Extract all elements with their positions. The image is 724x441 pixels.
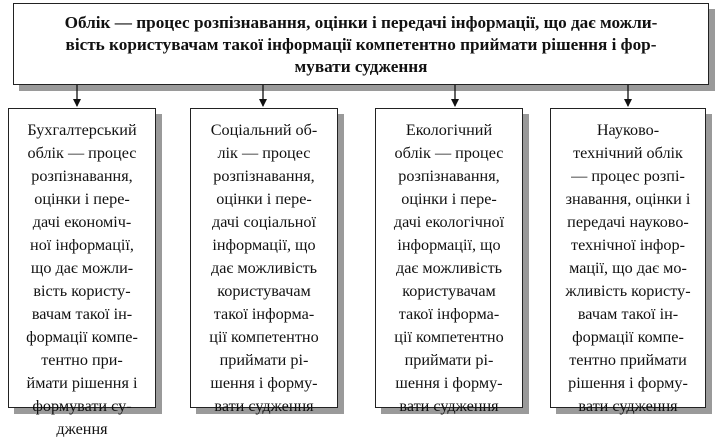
scientific-box: [550, 108, 706, 415]
accounting-box: [8, 108, 156, 438]
social-box: [190, 108, 338, 415]
social-text: Соціальний об- лік — процес розпізнавання, оцінки і пере- дачі соціальної інформації, що дає можливість користувачам такої інформа- ції компетентно приймати рі- шення і форму- вати судження: [209, 121, 319, 415]
main-definition-text: Облік — процес розпізнавання, оцінки і передачі інформації, що дає можли- вість користувачам такої інформації компетентно приймати рішення і фор- мувати судження: [64, 13, 658, 76]
accounting-text: Бухгалтерський облік — процес розпізнавання, оцінки і пере- дачі економіч- ної інформації, що дає можли- вість користу- вачам такої ін- формації компе- тентно при- ймати рішення і формувати су- дження: [26, 121, 138, 438]
ecological-box: [375, 108, 523, 415]
scientific-text: Науково- технічний облік — процес розпі- знавання, оцінки і передачі науково- технічної інфор- мації, що дає мо- жливість користу- вачам такої ін- формації компе- тентно приймати рішення і форму- вати судження: [565, 121, 691, 415]
ecological-text: Екологічний облік — процес розпізнавання, оцінки і пере- дачі екологічної інформації, що дає можливість користувачам такої інформа- ції компетентно приймати рі- шення і форму- вати судження: [393, 121, 505, 415]
